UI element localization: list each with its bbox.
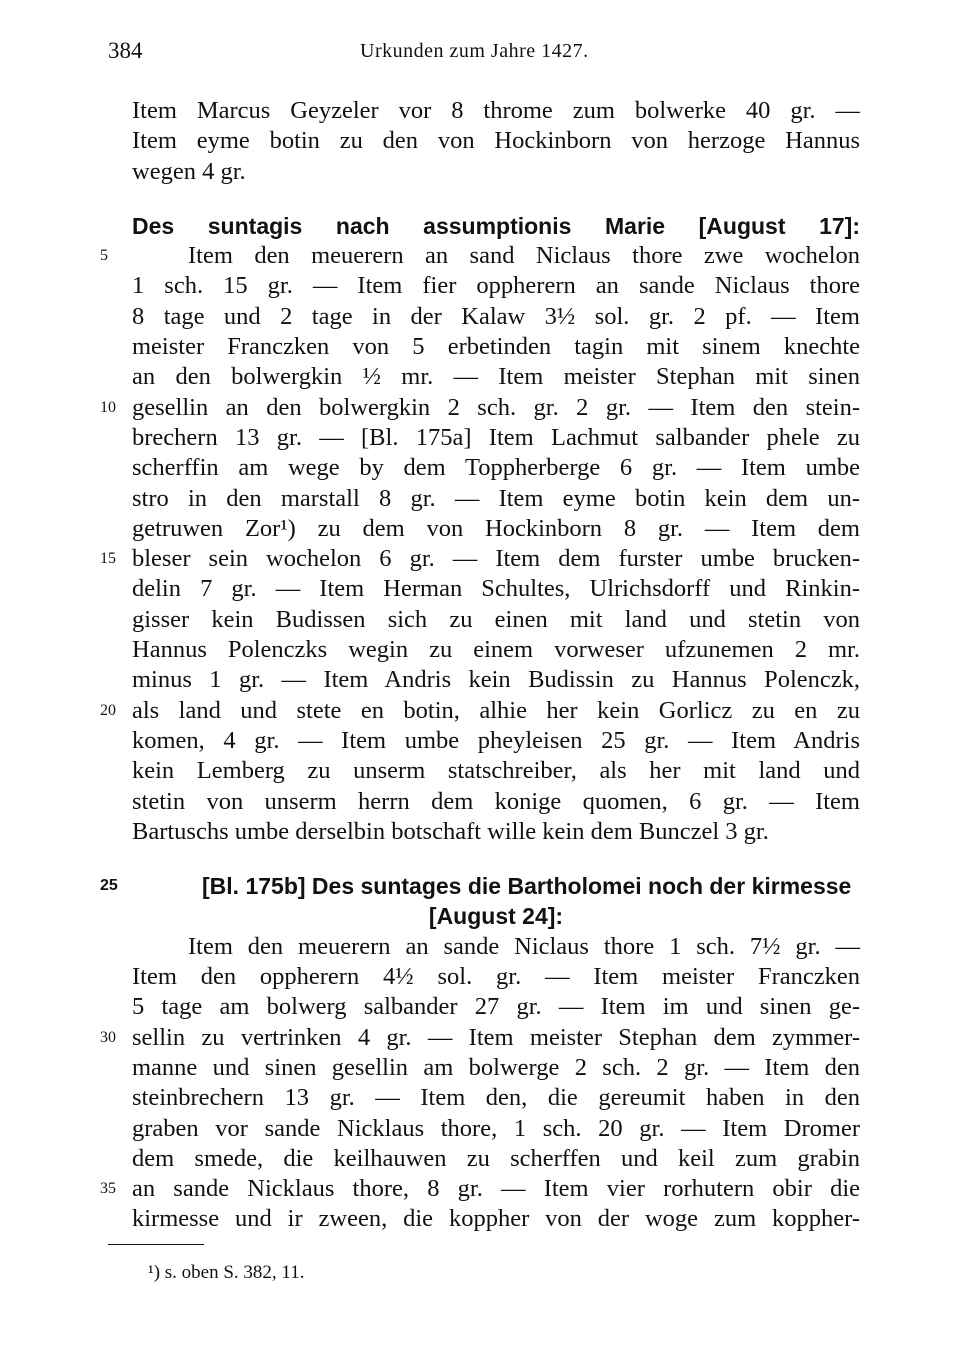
line-number: 15 — [100, 550, 116, 568]
text-line: komen, 4 gr. — Item umbe pheyleisen 25 gr. — Item Andris — [132, 726, 860, 754]
text-line: wegen 4 gr. — [132, 157, 246, 185]
text-line: bleser sein wochelon 6 gr. — Item dem furster umbe brucken- 15 — [132, 544, 860, 574]
section-heading-line: [August 24]: — [428, 903, 564, 930]
text-line: graben vor sande Nicklaus thore, 1 sch. 20 gr. — Item Dromer — [132, 1114, 860, 1142]
text-line: gisser kein Budissen sich zu einen mit land und stetin von — [132, 605, 860, 633]
line-number: 25 — [100, 877, 118, 895]
main-text — [100, 96, 860, 1235]
running-header — [108, 38, 868, 72]
text-line: manne und sinen gesellin am bolwerge 2 sch. 2 gr. — Item den — [132, 1053, 860, 1081]
text-line: stro in den marstall 8 gr. — Item eyme botin kein dem un- — [132, 484, 860, 512]
text-line: Bartuschs umbe derselbin botschaft wille kein dem Bunczel 3 gr. — [132, 817, 769, 845]
page-number: 384 — [108, 38, 143, 63]
line-number: 5 — [100, 247, 108, 265]
text-line: steinbrechern 13 gr. — Item den, die gereumit haben in den — [132, 1084, 860, 1112]
line-number: 20 — [100, 701, 116, 719]
section-gap — [132, 847, 860, 871]
text-line: kein Lemberg zu unserm statschreiber, als her mit land und — [132, 757, 860, 785]
section-heading-line: Des suntagis nach assumptionis Marie [August 17]: — [132, 212, 860, 239]
text-line: 1 sch. 15 gr. — Item fier oppherern an sande Niclaus thore — [132, 272, 860, 300]
text-line: minus 1 gr. — Item Andris kein Budissin zu Hannus Polenczk, — [132, 666, 860, 694]
text-line: 5 tage am bolwerg salbander 27 gr. — Item im und sinen ge- — [132, 993, 860, 1021]
text-line: 8 tage und 2 tage in der Kalaw 3½ sol. gr. 2 pf. — Item — [132, 302, 860, 330]
text-line: als land und stete en botin, alhie her kein Gorlicz zu en zu 20 — [132, 696, 860, 726]
text-line: Item Marcus Geyzeler vor 8 throme zum bolwerke 40 gr. — — [132, 97, 860, 124]
text-line: stetin von unserm herrn dem konige quomen, 6 gr. — Item — [132, 787, 860, 815]
footnote-rule — [108, 1244, 204, 1245]
text-line: meister Franczken von 5 erbetinden tagin mit sinem knechte — [132, 333, 860, 361]
running-title: Urkunden zum Jahre 1427. — [360, 40, 589, 62]
text-line: sellin zu vertrinken 4 gr. — Item meister Stephan dem zymmer- 30 — [132, 1023, 860, 1053]
text-line: dem smede, die keilhauwen zu scherffen und keil zum grabin — [132, 1144, 860, 1172]
text-line: gesellin an den bolwergkin 2 sch. gr. 2 gr. — Item den stein- 10 — [132, 393, 860, 423]
text-line: Item den meuerern an sand Niclaus thore zwe wochelon 5 — [132, 241, 860, 271]
text-line: Item eyme botin zu den von Hockinborn von herzoge Hannus — [132, 127, 860, 155]
text-line: brechern 13 gr. — [Bl. 175a] Item Lachmut salbander phele zu — [132, 423, 860, 451]
line-number: 30 — [100, 1028, 116, 1046]
text-line: an sande Nicklaus thore, 8 gr. — Item vier rorhutern obir die 35 — [132, 1174, 860, 1204]
text-line: Item den meuerern an sande Niclaus thore 1 sch. 7½ gr. — — [188, 932, 860, 960]
text-line: Item den oppherern 4½ sol. gr. — Item meister Franczken — [132, 963, 860, 991]
section-gap — [132, 187, 860, 211]
text-line: delin 7 gr. — Item Herman Schultes, Ulrichsdorff und Rinkin- — [132, 575, 860, 603]
text-line: kirmesse und ir zween, die koppher von der woge zum koppher- — [132, 1205, 860, 1233]
text-line: an den bolwergkin ½ mr. — Item meister Stephan mit sinen — [132, 363, 860, 391]
section-heading-line: [Bl. 175b] Des suntages die Bartholomei noch der kirmesse 25 — [132, 871, 860, 901]
footnote: ¹) s. oben S. 382, 11. — [148, 1262, 305, 1283]
text-line: scherffin am wege by dem Toppherberge 6 gr. — Item umbe — [132, 454, 860, 482]
line-number: 35 — [100, 1180, 116, 1198]
text-line: getruwen Zor¹) zu dem von Hockinborn 8 gr. — Item dem — [132, 514, 860, 542]
line-number: 10 — [100, 398, 116, 416]
text-line: Hannus Polenczks wegin zu einem vorweser ufzunemen 2 mr. — [132, 636, 860, 664]
